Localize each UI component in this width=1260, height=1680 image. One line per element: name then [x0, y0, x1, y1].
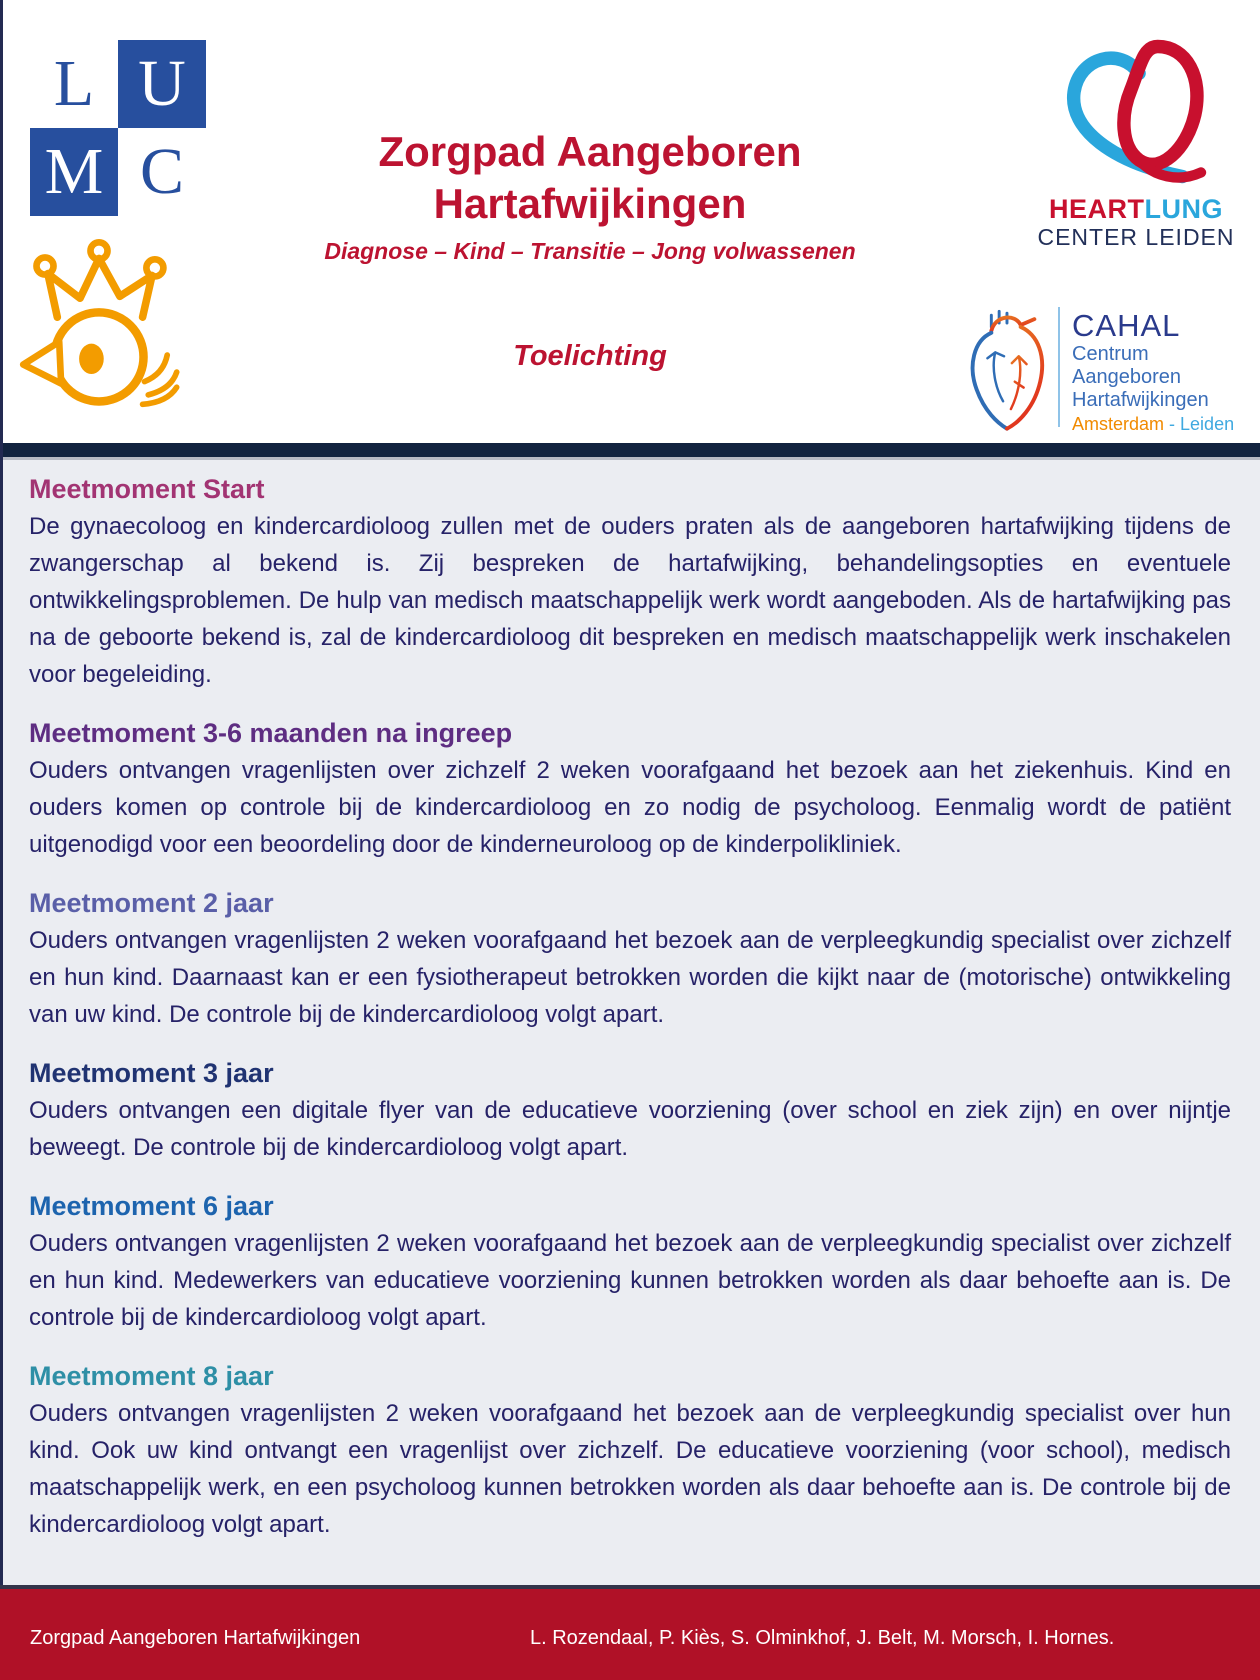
lumc-logo	[30, 40, 206, 216]
cahal-desc-line2: Hartafwijkingen	[1072, 389, 1209, 411]
page-header	[0, 0, 1260, 443]
section-heading: Meetmoment 3 jaar	[29, 1058, 274, 1088]
lumc-tile-c: C	[118, 128, 206, 216]
footer-document-title: Zorgpad Aangeboren Hartafwijkingen	[30, 1627, 361, 1649]
section-meetmoment-8-jaar	[29, 1358, 1231, 1543]
content-area	[0, 457, 1260, 1585]
section-body: Ouders ontvangen vragenlijsten 2 weken voorafgaand het bezoek aan de verpleegkundig specialist over zichzelf en hun kind. Medewerkers van educatieve voorziening kunnen betrokken worden als daar behoefte aan is. De controle bij de kindercardioloog volgt apart.	[29, 1230, 1231, 1331]
section-heading: Meetmoment 2 jaar	[29, 888, 274, 918]
section-body: Ouders ontvangen vragenlijsten 2 weken voorafgaand het bezoek aan de verpleegkundig specialist over zichzelf en hun kind. Daarnaast kan er een fysiotherapeut betrokken worden die kijkt naar de (motorische) ontwikkeling van uw kind. De controle bij de kindercardioloog volgt apart.	[29, 927, 1231, 1028]
section-body: De gynaecoloog en kindercardioloog zullen met de ouders praten als de aangeboren hartafwijking tijdens de zwangerschap al bekend is. Zij bespreken de hartafwijking, behandelingsopties en eventuele ontwikkelingsproblemen. De hulp van medisch maatschappelijk werk wordt aangeboden. Als de hartafwijking pas na de geboorte bekend is, zal de kindercardioloog dit bespreken en medisch maatschappelijk werk inschakelen voor begeleiding.	[29, 513, 1231, 688]
title-block	[240, 126, 940, 268]
cahal-cities	[1072, 413, 1260, 435]
section-body: Ouders ontvangen vragenlijsten 2 weken voorafgaand het bezoek aan de verpleegkundig specialist over hun kind. Ook uw kind ontvangt een vragenlijst over zichzelf. De educatieve voorziening (voor school), medisch maatschappelijk werk, en een psycholoog kunnen betrokken worden als daar behoefte aan is. De controle bij de kindercardioloog volgt apart.	[29, 1400, 1231, 1538]
cahal-city-leiden: Leiden	[1180, 414, 1235, 434]
cahal-divider	[1058, 307, 1060, 427]
page-title-line2: Hartafwijkingen	[433, 180, 747, 227]
cahal-city-amsterdam: Amsterdam	[1072, 414, 1165, 434]
cahal-heart-icon	[962, 305, 1050, 433]
cahal-name: CAHAL	[1072, 308, 1181, 343]
heartlung-wordmark	[1030, 194, 1242, 224]
lumc-tile-u: U	[118, 40, 206, 128]
heartlung-word-lung: LUNG	[1144, 194, 1223, 224]
section-meetmoment-2-jaar	[29, 885, 1231, 1033]
section-meetmoment-3-6-maanden	[29, 715, 1231, 863]
section-heading: Meetmoment 3-6 maanden na ingreep	[29, 718, 513, 748]
section-heading: Meetmoment 8 jaar	[29, 1361, 274, 1391]
lumc-tile-l: L	[30, 40, 118, 128]
cahal-city-separator: -	[1164, 414, 1181, 434]
page-left-border	[0, 0, 3, 1585]
section-heading: Meetmoment Start	[29, 474, 265, 504]
section-body: Ouders ontvangen vragenlijsten over zichzelf 2 weken voorafgaand het bezoek aan het ziekenhuis. Kind en ouders komen op controle bij de kindercardioloog en zo nodig de psycholoog. Eenmalig wordt de patiënt uitgenodigd voor een beoordeling door de kinderneuroloog op de kinderpolikliniek.	[29, 757, 1231, 858]
doc-type-label: Toelichting	[513, 340, 667, 372]
heartlung-center-leiden: CENTER LEIDEN	[1037, 224, 1235, 250]
section-body: Ouders ontvangen een digitale flyer van de educatieve voorziening (over school en ziek zijn) en over nijntje beweegt. De controle bij de kindercardioloog volgt apart.	[29, 1097, 1231, 1161]
lumc-tile-m: M	[30, 128, 118, 216]
page-title-line1: Zorgpad Aangeboren	[378, 128, 802, 175]
section-meetmoment-start	[29, 471, 1231, 693]
header-divider-bar	[0, 443, 1260, 457]
section-meetmoment-6-jaar	[29, 1188, 1231, 1336]
page-subtitle: Diagnose – Kind – Transitie – Jong volwassenen	[324, 238, 856, 264]
cahal-logo	[900, 295, 1260, 435]
heartlung-heart-icon	[1056, 30, 1216, 190]
section-meetmoment-3-jaar	[29, 1055, 1231, 1166]
heartlung-logo	[1030, 30, 1242, 250]
heartlung-word-heart: HEART	[1049, 194, 1145, 224]
section-heading: Meetmoment 6 jaar	[29, 1191, 274, 1221]
cahal-wordmark	[1072, 309, 1260, 435]
footer-bar	[0, 1585, 1260, 1680]
chick-eye	[79, 344, 104, 374]
footer-authors: L. Rozendaal, P. Kiès, S. Olminkhof, J. Belt, M. Morsch, I. Hornes.	[530, 1627, 1115, 1649]
cahal-desc-line1: Centrum Aangeboren	[1072, 343, 1181, 388]
crowned-chick-logo-icon	[10, 230, 188, 410]
